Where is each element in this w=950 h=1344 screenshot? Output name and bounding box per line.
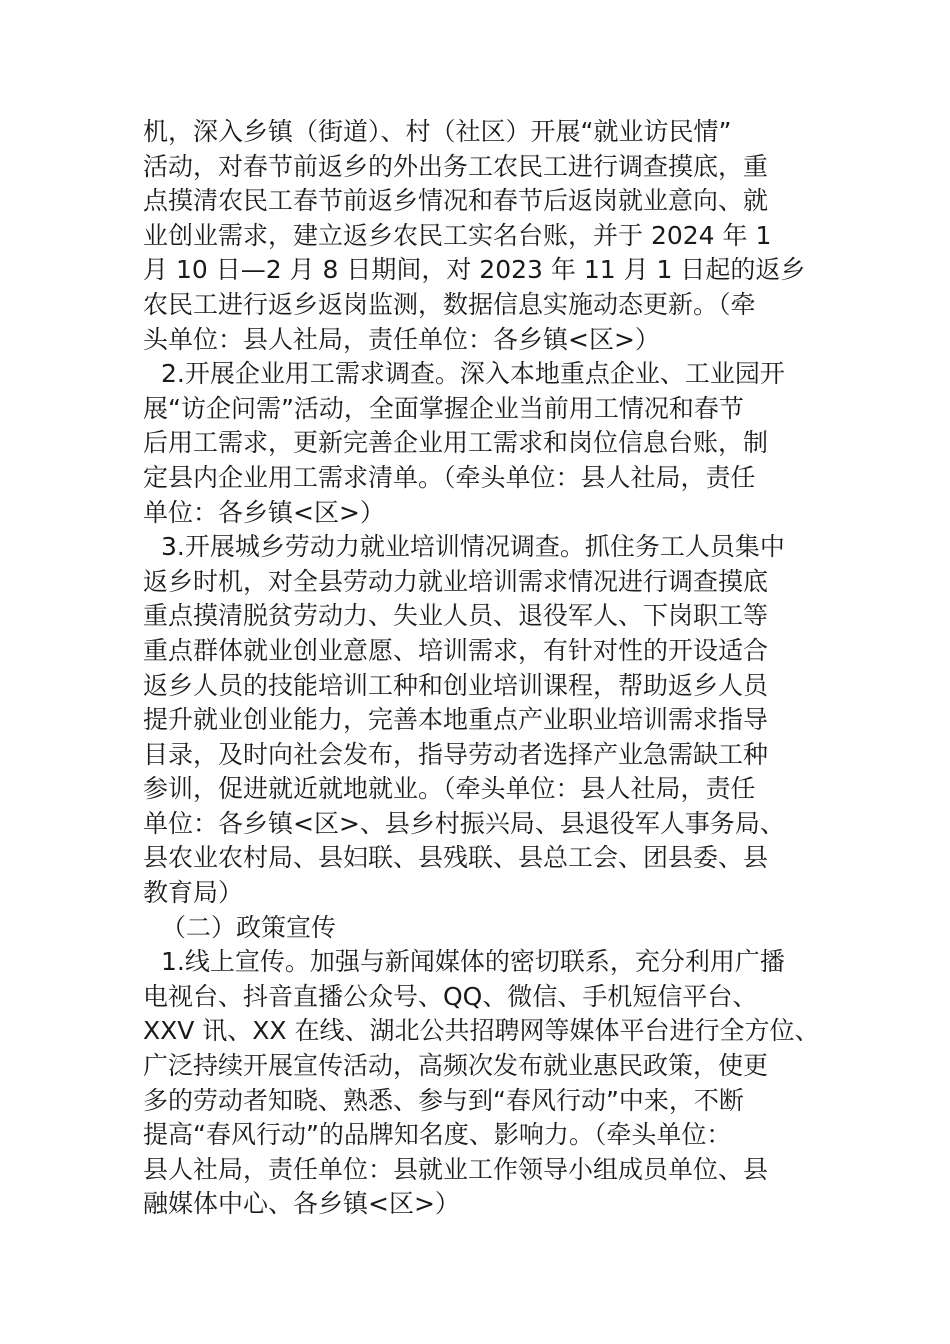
text-line: 展“访企问需”活动，全面掌握企业当前用工情况和春节 (143, 393, 744, 423)
text-line: 多的劳动者知晓、熟悉、参与到“春风行动”中来，不断 (143, 1085, 744, 1115)
paragraph-heading-line: 3.开展城乡劳动力就业培训情况调查。抓住务工人员集中 (161, 532, 785, 562)
text-line: XXV 讯、XX 在线、湖北公共招聘网等媒体平台进行全方位、 (143, 1016, 820, 1046)
text-line: 定县内企业用工需求清单。（牵头单位：县人社局，责任 (143, 462, 756, 492)
paragraph-heading-line: 1.线上宣传。加强与新闻媒体的密切联系，充分利用广播 (161, 947, 785, 977)
text-line: 广泛持续开展宣传活动，高频次发布就业惠民政策，使更 (143, 1051, 769, 1081)
text-line: 农民工进行返乡返岗监测，数据信息实施动态更新。（牵 (143, 289, 756, 319)
paragraph-heading-line: 2.开展企业用工需求调查。深入本地重点企业、工业园开 (161, 359, 785, 389)
text-line: 月 10 日—2 月 8 日期间，对 2023 年 11 月 1 日起的返乡 (143, 255, 806, 285)
text-line: 电视台、抖音直播公众号、QQ、微信、手机短信平台、 (143, 981, 758, 1011)
text-line: 重点群体就业创业意愿、培训需求，有针对性的开设适合 (143, 635, 769, 665)
text-line: 机，深入乡镇（街道）、村（社区）开展“就业访民情” (143, 117, 732, 146)
text-line: 目录，及时向社会发布，指导劳动者选择产业急需缺工种 (143, 739, 769, 769)
text-line: 业创业需求，建立返乡农民工实名台账，并于 2024 年 1 (143, 220, 772, 250)
text-line: 县农业农村局、县妇联、县残联、县总工会、团县委、县 (143, 843, 769, 873)
text-line: 提高“春风行动”的品牌知名度、影响力。（牵头单位： (143, 1120, 732, 1150)
text-line: 头单位：县人社局，责任单位：各乡镇<区>） (143, 324, 660, 354)
text-line: 参训，促进就近就地就业。（牵头单位：县人社局，责任 (143, 774, 756, 804)
text-line: 教育局） (143, 878, 244, 908)
text-line: 活动，对春节前返乡的外出务工农民工进行调查摸底，重 (143, 151, 769, 181)
text-line: 单位：各乡镇<区>、县乡村振兴局、县退役军人事务局、 (143, 808, 785, 838)
document-body (143, 115, 823, 1222)
text-line: 提升就业创业能力，完善本地重点产业职业培训需求指导 (143, 705, 769, 735)
text-line: 融媒体中心、各乡镇<区>） (143, 1189, 460, 1219)
text-line: 重点摸清脱贫劳动力、失业人员、退役军人、下岗职工等 (143, 601, 769, 631)
text-line: 单位：各乡镇<区>） (143, 497, 385, 527)
text-line: 后用工需求，更新完善企业用工需求和岗位信息台账，制 (143, 428, 769, 458)
section-heading: （二）政策宣传 (161, 912, 337, 942)
text-line: 返乡人员的技能培训工种和创业培训课程，帮助返乡人员 (143, 670, 769, 700)
text-line: 点摸清农民工春节前返乡情况和春节后返岗就业意向、就 (143, 186, 769, 216)
text-line: 返乡时机，对全县劳动力就业培训需求情况进行调查摸底 (143, 566, 769, 596)
text-line: 县人社局，责任单位：县就业工作领导小组成员单位、县 (143, 1154, 769, 1184)
